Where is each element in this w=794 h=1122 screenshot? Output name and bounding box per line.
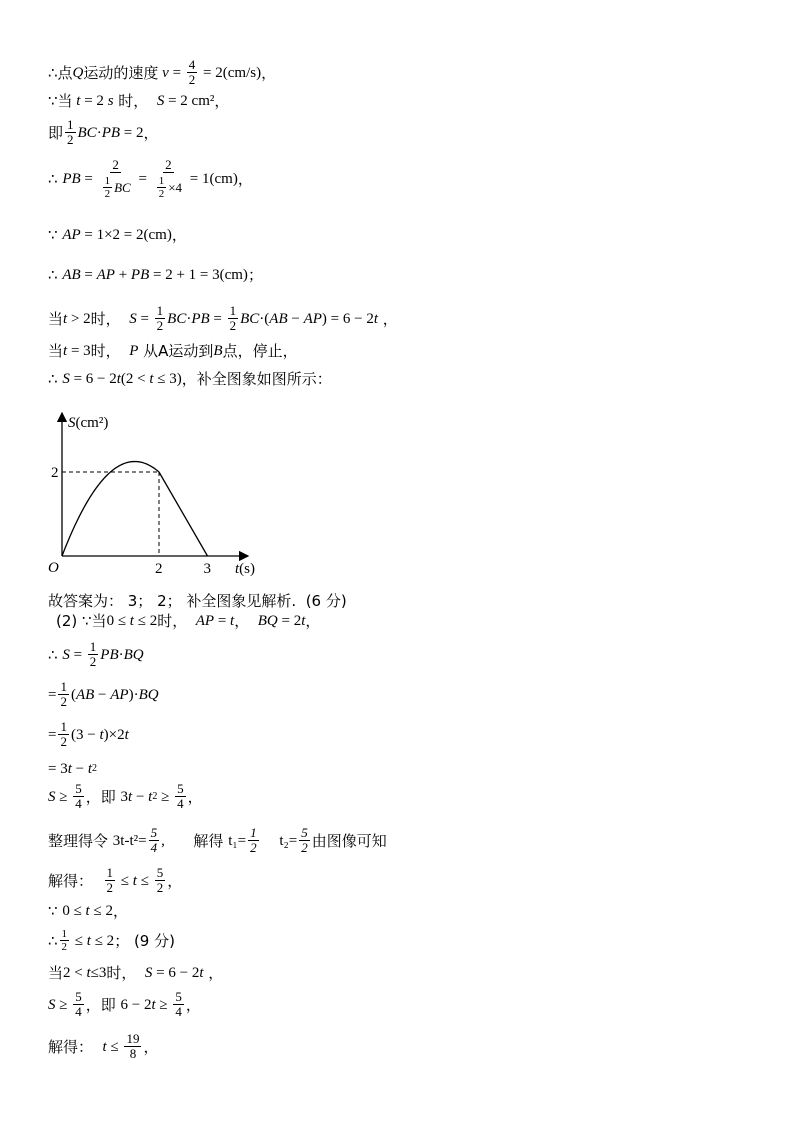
line-part2-start: (2) ∵当 0 ≤ t ≤ 2 时， AP = t ， BQ = 2 t ， — [56, 612, 321, 630]
line-t-greater-2: 当 t > 2 时， S = $\frac{1}{2}$ BC · PB = $\frac{1}{2}$ BC ·( AB − AP ) = 6 − 2 t ， — [48, 303, 398, 334]
line-ab-value: ∴ AB = AP + PB = 2 + 1 = 3(cm) ； — [48, 266, 263, 284]
line-final-solution: 解得： t ≤ $\frac{19}{8}$ ， — [48, 1031, 159, 1062]
origin-label: O — [48, 560, 59, 576]
line-speed-q: ∴点 Q 运动的速度 v = $\frac{4}{2}$ = 2(cm/s) ， — [48, 57, 277, 88]
line-t-domain: ∵ 0 ≤ t ≤ 2 ， — [48, 902, 128, 920]
line-when-t2: ∵当 t = 2 s 时， S = 2 cm² ， — [48, 92, 230, 110]
line-pb-value: ∴ PB = 2 $\frac{1}{2}$ BC = 2 $\frac{1}{2}$ ×4 = 1(cm) ， — [48, 157, 253, 201]
line-case-2: 当 2 < t ≤3 时， S = 6 − 2 t ， — [48, 964, 224, 982]
line-s-geq-5-4: S ≥ $\frac{5}{4}$ ，即 3 t − t 2 ≥ $\frac{5}{4}$ ， — [48, 781, 203, 812]
line-3t-minus-t2: = 3 t − t 2 — [48, 761, 98, 777]
series-parabola — [62, 462, 159, 557]
x-tick-label: 2 — [155, 561, 163, 577]
line-result-part2a: ∴ $\frac{1}{2}$ ≤ t ≤ 2 ； (9 分) — [48, 928, 175, 954]
line-s-eq-half-pb-bq: ∴ S = $\frac{1}{2}$ PB · BQ — [48, 639, 144, 670]
line-half-ab-ap: = $\frac{1}{2}$ ( AB − AP )· BQ — [48, 679, 159, 710]
y-axis-label: S(cm²) — [68, 415, 109, 431]
line-s-geq-5-4-b: S ≥ $\frac{5}{4}$ ，即 6 − 2 t ≥ $\frac{5}{4}$ ， — [48, 989, 201, 1020]
line-s-function: ∴ S = 6 − 2 t (2 < t ≤ 3) ，补全图象如图所示： — [48, 370, 332, 388]
x-axis-label: t(s) — [235, 561, 255, 577]
line-solve-quadratic: 整理得令 3t-t²= $\frac{5}{4}$ , 解得 t₁= $\frac{1}{2}$ t₂= $\frac{5}{2}$ 由图像可知 — [48, 825, 387, 856]
series-linear — [159, 472, 208, 556]
x-tick-label: 3 — [203, 561, 211, 577]
line-ap-value: ∵ AP = 1×2 = 2(cm) ， — [48, 226, 187, 244]
s-t-graph — [40, 405, 280, 585]
line-answer-part1: 故答案为： 3； 2； 补全图象见解析. (6 分) — [48, 592, 347, 610]
line-solution-range: 解得： $\frac{1}{2}$ ≤ t ≤ $\frac{5}{2}$ ， — [48, 865, 183, 896]
y-tick-label: 2 — [51, 465, 59, 481]
line-half-bc-pb: 即 $\frac{1}{2}$ BC · PB = 2 ， — [48, 117, 159, 148]
line-t-equals-3: 当 t = 3 时， P 从A运动到 B 点，停止， — [48, 342, 298, 360]
line-half-3-minus-t: = $\frac{1}{2}$ (3 − t )×2 t — [48, 719, 129, 750]
